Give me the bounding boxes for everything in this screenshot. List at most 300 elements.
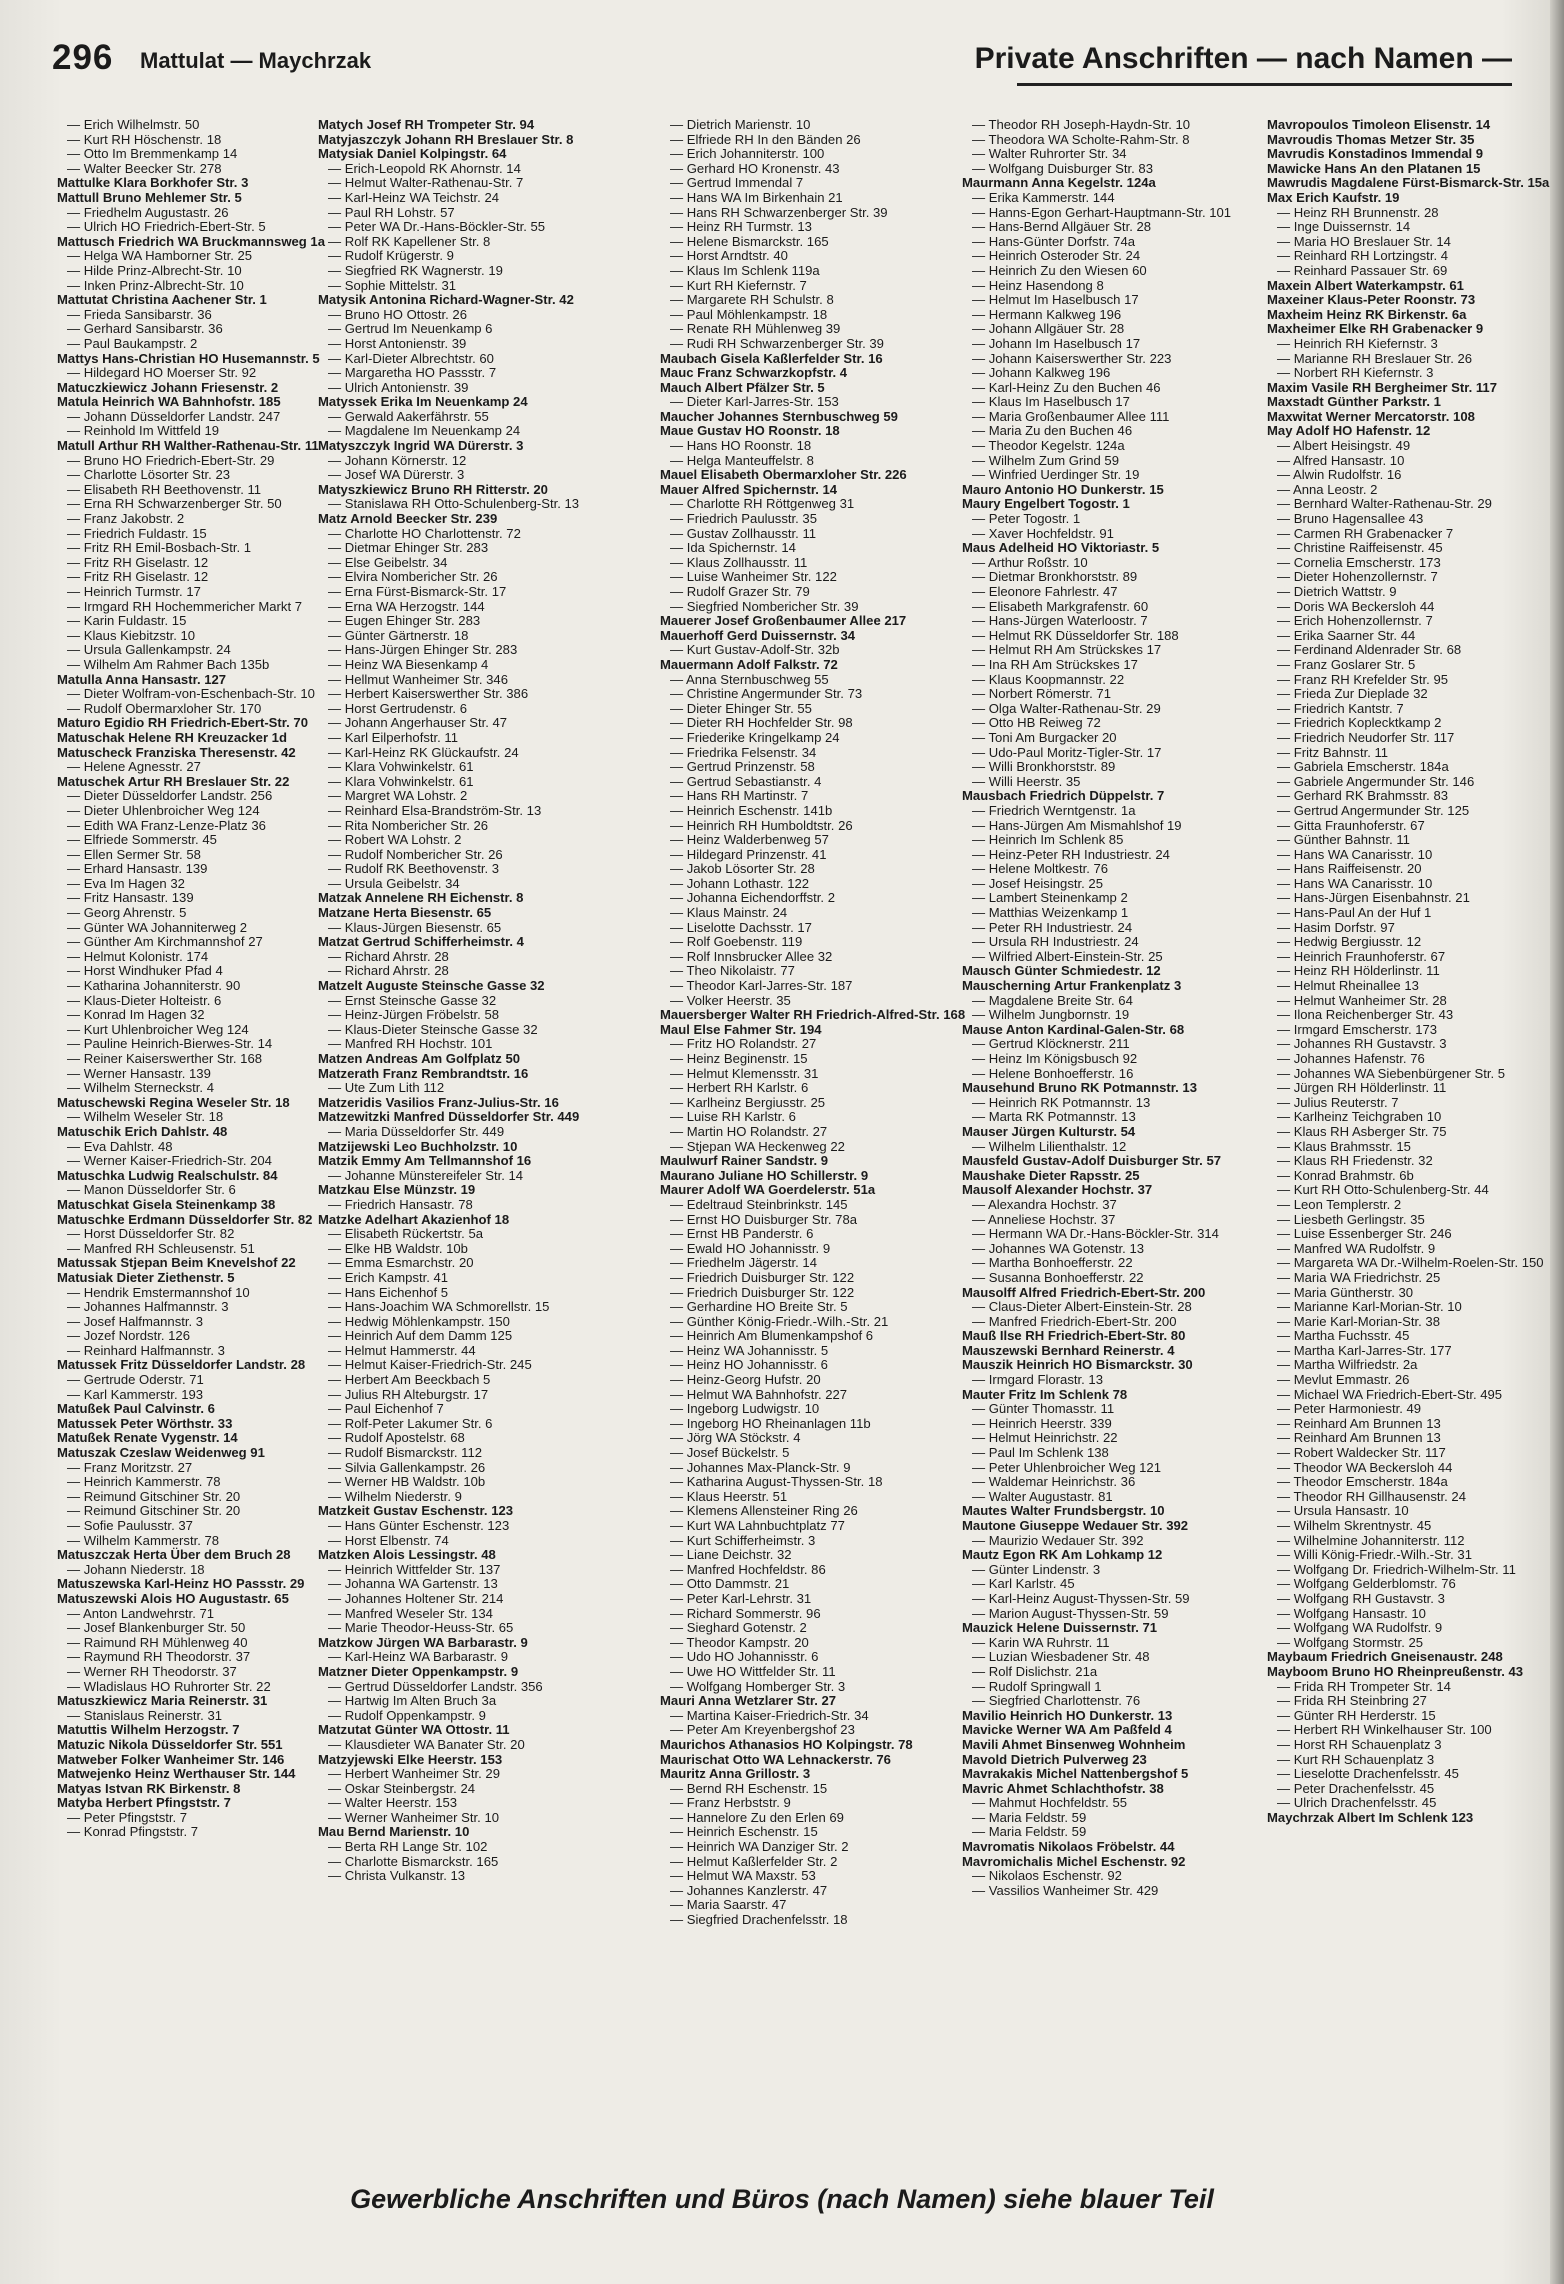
directory-entry: — Helmut Kaßlerfelder Str. 2 [670, 1853, 838, 1869]
directory-entry: — Maurizio Wedauer Str. 392 [972, 1532, 1144, 1548]
directory-entry: Mavilio Heinrich HO Dunkerstr. 13 [962, 1707, 1173, 1723]
directory-entry: — Heinrich RH Humboldtstr. 26 [670, 817, 853, 833]
directory-entry: — Willi Heerstr. 35 [972, 773, 1081, 789]
directory-entry: Mauß Ilse RH Friedrich-Ebert-Str. 80 [962, 1328, 1186, 1344]
directory-entry: — Friedrika Felsenstr. 34 [670, 744, 817, 760]
directory-entry: — Charlotte HO Charlottenstr. 72 [328, 525, 521, 541]
directory-entry: — Gertrud Prinzenstr. 58 [670, 759, 815, 775]
directory-entry: — Charlotte RH Röttgenweg 31 [670, 496, 855, 512]
directory-entry: — Theodora WA Scholte-Rahm-Str. 8 [972, 131, 1190, 147]
directory-entry: Matuschewski Regina Weseler Str. 18 [57, 1094, 290, 1110]
directory-entry: — Otto Im Bremmenkamp 14 [67, 146, 238, 162]
directory-entry: Mausch Günter Schmiedestr. 12 [962, 963, 1161, 979]
directory-entry: — Horst Elbenstr. 74 [328, 1532, 449, 1548]
directory-entry: — Günter WA Johanniterweg 2 [67, 919, 248, 935]
directory-entry: — Ursula Hansastr. 10 [1277, 1503, 1409, 1519]
directory-entry: — Mevlut Emmastr. 26 [1277, 1372, 1410, 1388]
directory-entry: Matyba Herbert Pfingststr. 7 [57, 1795, 231, 1811]
directory-entry: — Alfred Hansastr. 10 [1277, 452, 1405, 468]
directory-entry: — Paul Im Schlenk 138 [972, 1445, 1109, 1461]
directory-entry: — Wilfried Albert-Einstein-Str. 25 [972, 948, 1163, 964]
directory-entry: — Luzian Wiesbadener Str. 48 [972, 1649, 1150, 1665]
directory-entry: — Horst RH Schauenplatz 3 [1277, 1736, 1442, 1752]
directory-entry: Matuszewski Alois HO Augustastr. 65 [57, 1590, 289, 1606]
directory-entry: — Udo HO Johannisstr. 6 [670, 1649, 819, 1665]
directory-entry: — Johannes Holtener Str. 214 [328, 1590, 504, 1606]
directory-entry: — Heinrich Zu den Wiesen 60 [972, 262, 1147, 278]
directory-entry: — Wilhelm Sterneckstr. 4 [67, 1080, 214, 1096]
directory-entry: — Gerhard HO Kronenstr. 43 [670, 160, 840, 176]
directory-entry: — Johann Düsseldorfer Landstr. 247 [67, 408, 281, 424]
directory-entry: — Martha Fuchsstr. 45 [1277, 1328, 1410, 1344]
directory-entry: Mauer Alfred Spichernstr. 14 [660, 481, 838, 497]
directory-entry: — Erich Wilhelmstr. 50 [67, 117, 200, 132]
directory-entry: — Rolf Dislichstr. 21a [972, 1663, 1098, 1679]
directory-entry: Maxeiner Klaus-Peter Roonstr. 73 [1267, 292, 1476, 308]
directory-entry: Mausolf Alexander Hochstr. 37 [962, 1182, 1153, 1198]
directory-entry: — Bernd RH Eschenstr. 15 [670, 1780, 828, 1796]
directory-entry: — Klaus Im Schlenk 119a [670, 262, 820, 278]
directory-entry: Mavric Ahmet Schlachthofstr. 38 [962, 1780, 1164, 1796]
directory-entry: — Johanna WA Gartenstr. 13 [328, 1576, 498, 1592]
directory-entry: — Elvira Nombericher Str. 26 [328, 569, 498, 585]
directory-entry: — Otto Dammstr. 21 [670, 1576, 790, 1592]
directory-entry: — Erich Kampstr. 41 [328, 1269, 449, 1285]
directory-entry: — Klaus-Dieter Holteistr. 6 [67, 992, 222, 1008]
directory-entry: — Johann Lothastr. 122 [670, 875, 810, 891]
directory-entry: Maxstadt Günther Parkstr. 1 [1267, 394, 1441, 410]
directory-entry: — Wolfgang WA Rudolfstr. 9 [1277, 1620, 1443, 1636]
directory-entry: — Ferdinand Aldenrader Str. 68 [1277, 642, 1462, 658]
directory-entry: — Leon Templerstr. 2 [1277, 1196, 1402, 1212]
directory-entry: — Wolfgang Hansastr. 10 [1277, 1605, 1426, 1621]
directory-entry: — Hans-Günter Dorfstr. 74a [972, 233, 1136, 249]
directory-entry: — Erika Kammerstr. 144 [972, 189, 1115, 205]
directory-entry: — Heinrich Im Schlenk 85 [972, 832, 1124, 848]
directory-entry: — Wilhelm Weseler Str. 18 [67, 1109, 224, 1125]
directory-entry: — Rudolf RK Beethovenstr. 3 [328, 861, 500, 877]
directory-entry: — Ina RH Am Strückskes 17 [972, 656, 1138, 672]
directory-entry: — Franz Goslarer Str. 5 [1277, 656, 1416, 672]
directory-entry: — Reinhard Am Brunnen 13 [1277, 1430, 1441, 1446]
directory-entry: — Wolfgang Duisburger Str. 83 [972, 160, 1153, 176]
directory-entry: — Karl-Dieter Albrechtstr. 60 [328, 350, 494, 366]
directory-entry: — Konrad Brahmstr. 6b [1277, 1167, 1414, 1183]
directory-entry: Matuszak Czeslaw Weidenweg 91 [57, 1445, 265, 1461]
directory-entry: — Helmut RK Düsseldorfer Str. 188 [972, 627, 1179, 643]
directory-entry: — Heinrich RK Potmannstr. 13 [972, 1094, 1151, 1110]
directory-entry: Mautz Egon RK Am Lohkamp 12 [962, 1547, 1163, 1563]
directory-entry: — Maria Düsseldorfer Str. 449 [328, 1123, 505, 1139]
directory-entry: — Theodor Karl-Jarres-Str. 187 [670, 978, 853, 994]
directory-entry: — Hans-Jürgen Waterloostr. 7 [972, 613, 1148, 629]
directory-entry: — Günter Lindenstr. 3 [972, 1561, 1101, 1577]
directory-entry: — Paul Baukampstr. 2 [67, 335, 198, 351]
directory-entry: — Manfred Weseler Str. 134 [328, 1605, 493, 1621]
directory-entry: — Jörg WA Stöckstr. 4 [670, 1430, 801, 1446]
directory-entry: — Rudolf Grazer Str. 79 [670, 584, 810, 599]
directory-entry: — Fritz RH Emil-Bosbach-Str. 1 [67, 540, 252, 556]
directory-entry: — Josef WA Dürerstr. 3 [328, 467, 465, 483]
directory-entry: Matußek Renate Vygenstr. 14 [57, 1430, 238, 1446]
directory-entry: — Rudolf Nombericher Str. 26 [328, 846, 503, 862]
directory-entry: — Bernhard Walter-Rathenau-Str. 29 [1277, 496, 1492, 512]
directory-entry: Matysiak Daniel Kolpingstr. 64 [318, 146, 507, 162]
directory-entry: — Peter Am Kreyenbergshof 23 [670, 1722, 855, 1738]
directory-entry: — Karlheinz Teichgraben 10 [1277, 1109, 1442, 1125]
directory-entry: — Helga Manteuffelstr. 8 [670, 452, 814, 468]
directory-entry: — Eleonore Fahrlestr. 47 [972, 584, 1118, 599]
directory-entry: — Helene Agnesstr. 27 [67, 759, 201, 775]
directory-entry: — Heinrich Eschenstr. 15 [670, 1824, 818, 1840]
directory-entry: Maurischat Otto WA Lehnackerstr. 76 [660, 1751, 891, 1767]
directory-entry: — Irmgard Florastr. 13 [972, 1372, 1103, 1388]
directory-entry: — Kurt Gustav-Adolf-Str. 32b [670, 642, 840, 658]
directory-entry: — Karl-Heinz Zu den Buchen 46 [972, 379, 1161, 395]
directory-entry: — Wilhelm Jungbornstr. 19 [972, 1007, 1130, 1023]
directory-entry: — Jakob Lösorter Str. 28 [670, 861, 815, 877]
directory-entry: — Heinz-Georg Hufstr. 20 [670, 1372, 821, 1388]
directory-entry: — Dieter Wolfram-von-Eschenbach-Str. 10 [67, 686, 315, 702]
directory-entry: — Kurt RH Schauenplatz 3 [1277, 1751, 1435, 1767]
directory-entry: — Friedrich Hansastr. 78 [328, 1196, 473, 1212]
directory-entry: — Theodor WA Beckersloh 44 [1277, 1459, 1453, 1475]
directory-entry: Maury Engelbert Togostr. 1 [962, 496, 1130, 512]
directory-entry: Matzen Andreas Am Golfplatz 50 [318, 1051, 521, 1066]
directory-entry: Matuschik Erich Dahlstr. 48 [57, 1123, 228, 1139]
directory-entry: Matull Arthur RH Walther-Rathenau-Str. 11 [57, 438, 319, 454]
directory-entry: — Maria Güntherstr. 30 [1277, 1284, 1414, 1300]
directory-entry: Mause Anton Kardinal-Galen-Str. 68 [962, 1021, 1185, 1037]
directory-entry: — Heinrich WA Danziger Str. 2 [670, 1839, 849, 1855]
directory-entry: — Rudolf Bismarckstr. 112 [328, 1445, 483, 1461]
directory-entry: Mawrudis Magdalene Fürst-Bismarck-Str. 15a [1267, 175, 1550, 191]
directory-entry: — Friedrich Duisburger Str. 122 [670, 1269, 855, 1285]
directory-entry: — Ilona Reichenberger Str. 43 [1277, 1007, 1454, 1023]
directory-entry: — Josef Halfmannstr. 3 [67, 1313, 204, 1329]
directory-entry: — Marianne Karl-Morian-Str. 10 [1277, 1299, 1462, 1315]
directory-entry: Mauch Albert Pfälzer Str. 5 [660, 379, 825, 395]
directory-entry: — Theodor Emscherstr. 184a [1277, 1474, 1448, 1490]
directory-entry: — Rudolf Apostelstr. 68 [328, 1430, 465, 1446]
directory-entry: — Hanns-Egon Gerhart-Hauptmann-Str. 101 [972, 204, 1232, 220]
directory-entry: Mauri Anna Wetzlarer Str. 27 [660, 1693, 837, 1709]
directory-entry: — Robert WA Lohstr. 2 [328, 832, 462, 848]
directory-entry: Mauszewski Bernhard Reinerstr. 4 [962, 1342, 1175, 1358]
directory-entry: — Hendrik Emstermannshof 10 [67, 1284, 250, 1300]
directory-entry: Matzak Annelene RH Eichenstr. 8 [318, 890, 524, 906]
directory-entry: Mautes Walter Frundsbergstr. 10 [962, 1503, 1165, 1519]
directory-entry: — Siegfried RK Wagnerstr. 19 [328, 262, 503, 278]
directory-entry: Mattutat Christina Aachener Str. 1 [57, 292, 267, 308]
directory-entry: — Hans-Paul An der Huf 1 [1277, 905, 1432, 921]
directory-entry: — Dieter Düsseldorfer Landstr. 256 [67, 788, 273, 804]
directory-entry: — Ewald HO Johannisstr. 9 [670, 1240, 831, 1256]
directory-entry: — Herbert Kaiserswerther Str. 386 [328, 686, 529, 702]
directory-entry: — Marion August-Thyssen-Str. 59 [972, 1605, 1169, 1621]
directory-entry: — Johanna Eichendorffstr. 2 [670, 890, 835, 906]
directory-entry: — Frida RH Trompeter Str. 14 [1277, 1678, 1451, 1694]
directory-entry: — Otto HB Reiweg 72 [972, 715, 1101, 731]
directory-entry: — Johann Im Haselbusch 17 [972, 335, 1141, 351]
directory-entry: — Rudi RH Schwarzenberger Str. 39 [670, 335, 884, 351]
directory-entry: — Heinrich Osteroder Str. 24 [972, 248, 1141, 264]
directory-entry: — Luise Wanheimer Str. 122 [670, 569, 837, 585]
directory-entry: Mausfeld Gustav-Adolf Duisburger Str. 57 [962, 1153, 1222, 1169]
directory-entry: — Josef Bückelstr. 5 [670, 1445, 790, 1461]
directory-entry: — Jürgen RH Hölderlinstr. 11 [1277, 1080, 1447, 1096]
directory-entry: — Marta RK Potmannstr. 13 [972, 1109, 1136, 1125]
directory-entry: — Maria Feldstr. 59 [972, 1824, 1087, 1840]
directory-entry: — Claus-Dieter Albert-Einstein-Str. 28 [972, 1299, 1192, 1315]
directory-entry: — Helmut RH Am Strückskes 17 [972, 642, 1162, 658]
directory-entry: — Helmut Rheinallee 13 [1277, 978, 1419, 994]
directory-entry: — Martha Wilfriedstr. 2a [1277, 1357, 1418, 1373]
directory-entry: — Helmut WA Maxstr. 53 [670, 1868, 816, 1884]
directory-entry: — Frieda Zur Dieplade 32 [1277, 686, 1428, 702]
directory-entry: — Horst Windhuker Pfad 4 [67, 963, 223, 979]
directory-entry: — Friedhelm Augustastr. 26 [67, 204, 229, 220]
directory-entry: — Liane Deichstr. 32 [670, 1547, 792, 1563]
directory-entry: Matyszkiewicz Bruno RH Ritterstr. 20 [318, 481, 548, 497]
directory-entry: Matysik Antonina Richard-Wagner-Str. 42 [318, 292, 574, 308]
directory-entry: Maychrzak Albert Im Schlenk 123 [1267, 1809, 1474, 1825]
directory-entry: — Werner HB Waldstr. 10b [328, 1474, 486, 1490]
page-edge-shadow [1550, 0, 1564, 2284]
directory-entry: Maul Else Fahmer Str. 194 [660, 1021, 822, 1037]
directory-entry: — Eva Dahlstr. 48 [67, 1138, 173, 1154]
directory-entry: — Marie Karl-Morian-Str. 38 [1277, 1313, 1440, 1329]
directory-entry: — Gertrud Düsseldorfer Landstr. 356 [328, 1678, 543, 1694]
directory-entry: — Liselotte Dachsstr. 17 [670, 919, 812, 935]
page-number: 296 [52, 38, 114, 77]
directory-entry: — Toni Am Burgacker 20 [972, 729, 1117, 745]
directory-entry: — Friedrich Duisburger Str. 122 [670, 1284, 855, 1300]
directory-entry: — Elisabeth RH Beethovenstr. 11 [67, 481, 262, 497]
directory-entry: — Nikolaos Eschenstr. 92 [972, 1868, 1122, 1884]
directory-entry: — Erika Saarner Str. 44 [1277, 627, 1416, 643]
directory-entry: — Maria WA Friedrichstr. 25 [1277, 1269, 1441, 1285]
directory-entry: — Werner RH Theodorstr. 37 [67, 1663, 237, 1679]
directory-entry: — Inken Prinz-Albrecht-Str. 10 [67, 277, 244, 293]
header-rule [1017, 83, 1512, 86]
column-2 [318, 118, 588, 2148]
directory-entry: — Norbert Römerstr. 71 [972, 686, 1111, 702]
directory-entry: — Günther Bahnstr. 11 [1277, 832, 1410, 848]
directory-entry: — Hildegard HO Moerser Str. 92 [67, 365, 257, 381]
directory-entry: Matyas Istvan RK Birkenstr. 8 [57, 1780, 241, 1796]
directory-entry: Maus Adelheid HO Viktoriastr. 5 [962, 540, 1160, 556]
directory-entry: — Raimund RH Mühlenweg 40 [67, 1634, 248, 1650]
directory-entry: — Pauline Heinrich-Bierwes-Str. 14 [67, 1036, 273, 1052]
directory-entry: — Wolfgang RH Gustavstr. 3 [1277, 1590, 1445, 1606]
directory-entry: — Heinz Beginenstr. 15 [670, 1051, 808, 1066]
directory-entry: — Konrad Im Hagen 32 [67, 1007, 205, 1023]
directory-entry: — Walter Ruhrorter Str. 34 [972, 146, 1127, 162]
directory-entry: — Norbert RH Kiefernstr. 3 [1277, 365, 1434, 381]
directory-entry: — Paul Möhlenkampstr. 18 [670, 306, 828, 322]
directory-entry: — Reiner Kaiserswerther Str. 168 [67, 1051, 263, 1066]
directory-entry: Matyjaszczyk Johann RH Breslauer Str. 8 [318, 131, 574, 147]
directory-entry: — Ursula Geibelstr. 34 [328, 875, 460, 891]
directory-entry: — Udo-Paul Moritz-Tigler-Str. 17 [972, 744, 1162, 760]
directory-entry: — Erna WA Herzogstr. 144 [328, 598, 485, 614]
directory-entry: — Peter RH Industriestr. 24 [972, 919, 1133, 935]
directory-entry: — Willi Bronkhorststr. 89 [972, 759, 1116, 775]
directory-entry: — Richard Ahrstr. 28 [328, 948, 449, 964]
directory-entry: — Bruno HO Friedrich-Ebert-Str. 29 [67, 452, 275, 468]
directory-entry: — Franz Herbststr. 9 [670, 1795, 791, 1811]
directory-entry: — Sofie Paulusstr. 37 [67, 1518, 193, 1533]
directory-entry: — Helene Bismarckstr. 165 [670, 233, 829, 249]
directory-entry: — Margarete RH Schulstr. 8 [670, 292, 834, 308]
directory-entry: — Maria HO Breslauer Str. 14 [1277, 233, 1451, 249]
directory-entry: — Rudolf Krügerstr. 9 [328, 248, 454, 264]
directory-entry: — Heinz RH Turmstr. 13 [670, 219, 812, 235]
directory-entry: — Ingeborg HO Rheinanlagen 11b [670, 1415, 871, 1431]
directory-entry: — Dieter Karl-Jarres-Str. 153 [670, 394, 839, 410]
directory-entry: — Alwin Rudolfstr. 16 [1277, 467, 1402, 483]
directory-entry: Matzijewski Leo Buchholzstr. 10 [318, 1138, 518, 1154]
directory-entry: Mavrudis Konstadinos Immendal 9 [1267, 146, 1484, 162]
directory-entry: Mauro Antonio HO Dunkerstr. 15 [962, 481, 1164, 497]
directory-entry: — Hans WA Canarisstr. 10 [1277, 875, 1433, 891]
directory-entry: — Frieda Sansibarstr. 36 [67, 306, 212, 322]
directory-entry: — Karin Fuldastr. 15 [67, 613, 187, 629]
directory-entry: — Dietmar Ehinger Str. 283 [328, 540, 489, 556]
directory-entry: — Rudolf Oppenkampstr. 9 [328, 1707, 486, 1723]
directory-entry: — Susanna Bonhoefferstr. 22 [972, 1269, 1144, 1285]
directory-entry: — Horst Gertrudenstr. 6 [328, 700, 467, 716]
directory-entry: — Klaus Koopmannstr. 22 [972, 671, 1125, 687]
directory-entry: — Christine Angermunder Str. 73 [670, 686, 863, 702]
directory-entry: — Manon Düsseldorfer Str. 6 [67, 1182, 236, 1198]
directory-entry: — Josef Blankenburger Str. 50 [67, 1620, 246, 1636]
directory-entry: — Ernst Steinsche Gasse 32 [328, 992, 497, 1008]
directory-entry: — Konrad Pfingststr. 7 [67, 1824, 199, 1840]
directory-entry: — Martha Bonhoefferstr. 22 [972, 1255, 1133, 1271]
directory-entry: — Herbert RH Winkelhauser Str. 100 [1277, 1722, 1492, 1738]
directory-entry: — Hilde Prinz-Albrecht-Str. 10 [67, 262, 242, 278]
directory-entry: — Jozef Nordstr. 126 [67, 1328, 190, 1344]
directory-entry: — Helmut Wanheimer Str. 28 [1277, 992, 1447, 1008]
directory-entry: Mawicke Hans An den Platanen 15 [1267, 160, 1481, 176]
directory-entry: Matych Josef RH Trompeter Str. 94 [318, 117, 535, 132]
directory-entry: — Karl Eilperhofstr. 11 [328, 729, 459, 745]
directory-entry: — Paul RH Lohstr. 57 [328, 204, 455, 220]
directory-entry: — Hans-Joachim WA Schmorellstr. 15 [328, 1299, 550, 1315]
directory-entry: — Emma Esmarchstr. 20 [328, 1255, 474, 1271]
directory-entry: — Günter Thomasstr. 11 [972, 1401, 1115, 1417]
directory-entry: — Charlotte Bismarckstr. 165 [328, 1853, 499, 1869]
directory-entry: — Gertrud Im Neuenkamp 6 [328, 321, 493, 337]
directory-entry: — Wilhelmine Johanniterstr. 112 [1277, 1532, 1465, 1548]
directory-entry: — Peter Uhlenbroicher Weg 121 [972, 1459, 1161, 1475]
directory-entry: — Heinz WA Biesenkamp 4 [328, 656, 489, 672]
directory-entry: — Michael WA Friedrich-Ebert-Str. 495 [1277, 1386, 1503, 1402]
directory-entry: Matyssek Erika Im Neuenkamp 24 [318, 394, 528, 410]
directory-entry: — Johann Allgäuer Str. 28 [972, 321, 1125, 337]
directory-entry: — Fritz Bahnstr. 11 [1277, 744, 1389, 760]
directory-entry: — Martin HO Rolandstr. 27 [670, 1123, 828, 1139]
directory-entry: Mavold Dietrich Pulverweg 23 [962, 1751, 1147, 1767]
directory-entry: Maucher Johannes Sternbuschweg 59 [660, 408, 898, 424]
directory-entry: — Gertrud Klöcknerstr. 211 [972, 1036, 1130, 1052]
directory-entry: — Maria Feldstr. 59 [972, 1809, 1087, 1825]
directory-entry: — Heinrich Fraunhoferstr. 67 [1277, 948, 1446, 964]
directory-entry: — Kurt RH Otto-Schulenberg-Str. 44 [1277, 1182, 1489, 1198]
directory-entry: — Heinz-Peter RH Industriestr. 24 [972, 846, 1170, 862]
directory-entry: Maxwitat Werner Mercatorstr. 108 [1267, 408, 1475, 424]
directory-entry: — Heinz RH Brunnenstr. 28 [1277, 204, 1439, 220]
directory-entry: — Anna Sternbuschweg 55 [670, 671, 829, 687]
directory-entry: — Helene Bonhoefferstr. 16 [972, 1065, 1134, 1081]
directory-entry: — Johann Angerhauser Str. 47 [328, 715, 508, 731]
directory-entry: — Dietrich Wattstr. 9 [1277, 584, 1397, 599]
directory-entry: — Klara Vohwinkelstr. 61 [328, 759, 474, 775]
directory-entry: — Gitta Fraunhoferstr. 67 [1277, 817, 1425, 833]
directory-entry: — Hans-Jürgen Eisenbahnstr. 21 [1277, 890, 1470, 906]
directory-entry: — Kurt WA Lahnbuchtplatz 77 [670, 1518, 845, 1533]
directory-entry: Mavicke Werner WA Am Paßfeld 4 [962, 1722, 1172, 1738]
directory-entry: — Doris WA Beckersloh 44 [1277, 598, 1435, 614]
directory-entry: — Dietrich Marienstr. 10 [670, 117, 811, 132]
directory-entry: — Hans-Jürgen Ehinger Str. 283 [328, 642, 518, 658]
directory-entry: — Fritz HO Rolandstr. 27 [670, 1036, 817, 1052]
directory-entry: — Peter Pfingststr. 7 [67, 1809, 188, 1825]
column-3 [660, 117, 966, 2148]
directory-entry: — Paul Eichenhof 7 [328, 1401, 444, 1417]
directory-entry: Matuszewska Karl-Heinz HO Passstr. 29 [57, 1576, 305, 1592]
directory-entry: — Siegfried Drachenfelsstr. 18 [670, 1912, 848, 1928]
directory-entry: — Hans-Jürgen Am Mismahlshof 19 [972, 817, 1182, 833]
directory-entry: — Franz Moritzstr. 27 [67, 1459, 193, 1475]
directory-entry: — Robert Waldecker Str. 117 [1277, 1445, 1446, 1461]
directory-entry: — Heinz Hasendong 8 [972, 277, 1104, 293]
directory-entry: Mavromichalis Michel Eschenstr. 92 [962, 1853, 1186, 1869]
directory-entry: — Gerhard RK Brahmsstr. 83 [1277, 788, 1449, 804]
directory-entry: Mavrakakis Michel Nattenbergshof 5 [962, 1766, 1189, 1782]
directory-entry: Matuschke Erdmann Düsseldorfer Str. 82 [57, 1211, 313, 1227]
directory-entry: — Richard Ahrstr. 28 [328, 963, 449, 979]
directory-entry: Mavroudis Thomas Metzer Str. 35 [1267, 131, 1475, 147]
directory-entry: — Mahmut Hochfeldstr. 55 [972, 1795, 1128, 1811]
directory-entry: — Christine Raiffeisenstr. 45 [1277, 540, 1443, 556]
directory-entry: — Reinhard Am Brunnen 13 [1277, 1415, 1441, 1431]
directory-entry: — Erich Johanniterstr. 100 [670, 146, 825, 162]
directory-entry: — Ursula RH Industriestr. 24 [972, 934, 1139, 950]
directory-entry: — Liesbeth Gerlingstr. 35 [1277, 1211, 1425, 1227]
directory-entry: — Johannes WA Gotenstr. 13 [972, 1240, 1145, 1256]
directory-entry: — Inge Duissernstr. 14 [1277, 219, 1411, 235]
directory-entry: — Volker Heerstr. 35 [670, 992, 791, 1008]
directory-entry: Matuczkiewicz Johann Friesenstr. 2 [57, 379, 279, 395]
directory-entry: Maxheimer Elke RH Grabenacker 9 [1267, 321, 1484, 337]
directory-entry: — Erich-Leopold RK Ahornstr. 14 [328, 160, 521, 176]
directory-entry: — Klaus RH Friedenstr. 32 [1277, 1153, 1433, 1169]
directory-entry: — Hans HO Roonstr. 18 [670, 438, 812, 454]
directory-entry: — Karlheinz Bergiusstr. 25 [670, 1094, 826, 1110]
directory-entry: — Dietmar Bronkhorststr. 89 [972, 569, 1138, 585]
directory-entry: Matuttis Wilhelm Herzogstr. 7 [57, 1722, 240, 1738]
directory-entry: — Hermann WA Dr.-Hans-Böckler-Str. 314 [972, 1226, 1219, 1242]
directory-entry: — Heinrich Eschenstr. 141b [670, 802, 833, 818]
directory-entry: — Helmut Kaiser-Friedrich-Str. 245 [328, 1357, 532, 1373]
directory-entry: — Luise RH Karlstr. 6 [670, 1109, 796, 1125]
directory-entry: Matussek Peter Wörthstr. 33 [57, 1415, 233, 1431]
directory-entry: — Heinrich Kammerstr. 78 [67, 1474, 221, 1490]
directory-entry: — Ulrich Drachenfelsstr. 45 [1277, 1795, 1437, 1811]
